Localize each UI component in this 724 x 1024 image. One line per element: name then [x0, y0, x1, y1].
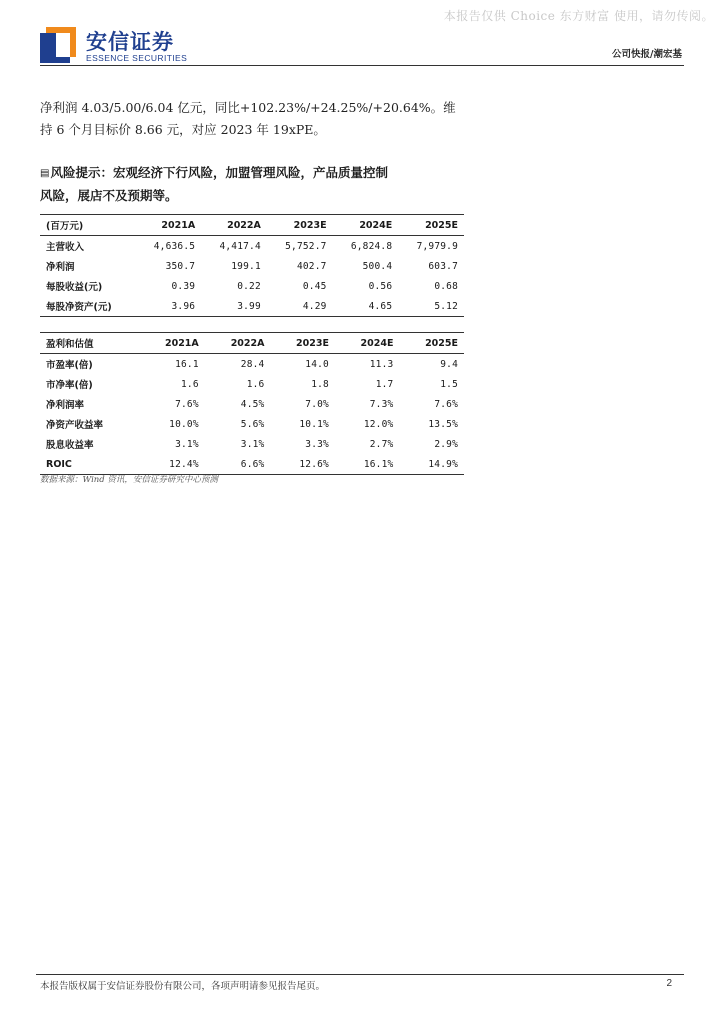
table-cell: 4,417.4 [219, 240, 261, 252]
table-cell: 6.6% [240, 458, 265, 470]
table-header-cell: 2025E [425, 337, 458, 349]
risk-line-text: 风险提示：宏观经济下行风险，加盟管理风险，产品质量控制 [50, 165, 388, 180]
table-row [40, 256, 464, 276]
table-cell: 5.12 [434, 300, 458, 312]
financial-summary-table [40, 214, 464, 317]
table-cell: 0.56 [368, 280, 393, 292]
row-label: 每股净资产(元) [46, 302, 112, 313]
table-cell: 4,636.5 [153, 240, 196, 252]
table-cell: 9.4 [440, 358, 458, 370]
table-cell: 14.0 [305, 358, 329, 370]
risk-line [40, 162, 480, 185]
footer-disclaimer: 本报告版权属于安信证券股份有限公司，各项声明请参见报告尾页。 [40, 981, 326, 992]
table-row [40, 394, 464, 414]
table-cell: 12.4% [169, 458, 199, 470]
table-cell: 402.7 [296, 260, 327, 272]
footer-divider [36, 974, 684, 975]
table-cell: 10.1% [299, 418, 329, 430]
table-cell: 7.6% [175, 398, 199, 410]
row-label: 净资产收益率 [46, 420, 104, 431]
table-row [40, 296, 464, 317]
document-icon: ▤ [40, 168, 50, 179]
row-label: 每股收益(元) [46, 282, 103, 293]
table-row [40, 354, 464, 375]
row-label: 净利润率 [46, 400, 85, 411]
table-cell: 2.9% [434, 438, 458, 450]
risk-warning [40, 162, 480, 207]
table-cell: 14.9% [428, 458, 458, 470]
table-cell: 4.29 [302, 300, 327, 312]
table-header-cell: 盈利和估值 [46, 339, 94, 350]
table-header-cell: 2025E [425, 219, 458, 231]
table-row [40, 276, 464, 296]
table-cell: 3.99 [237, 300, 261, 312]
table-row [40, 374, 464, 394]
table-cell: 10.0% [169, 418, 199, 430]
header-divider [40, 65, 684, 66]
table-cell: 16.1% [363, 458, 394, 470]
table-cell: 16.1 [175, 358, 199, 370]
table-cell: 6,824.8 [350, 240, 393, 252]
row-label: 主营收入 [46, 242, 85, 253]
table-header-cell: 2024E [359, 219, 393, 231]
table-cell: 3.1% [175, 438, 199, 450]
logo-chinese-name: 安信证券 [86, 30, 174, 54]
row-label: 市净率(倍) [46, 380, 93, 391]
risk-line: 风险，展店不及预期等。 [40, 188, 178, 203]
table-header-cell: 2022A [227, 219, 261, 231]
table-cell: 0.68 [434, 280, 458, 292]
table-header-cell: 2021A [161, 219, 196, 231]
table-cell: 1.8 [311, 378, 329, 390]
paragraph-line: 净利润 4.03/5.00/6.04 亿元，同比+102.23%/+24.25%/+20.64%。维 [40, 100, 456, 115]
table-header-cell: 2021A [164, 337, 199, 349]
table-header-cell: (百万元) [46, 221, 84, 232]
body-paragraph [40, 97, 470, 141]
table-row [40, 236, 464, 257]
table-cell: 199.1 [231, 260, 261, 272]
table-cell: 4.5% [240, 398, 265, 410]
table-header-cell: 2024E [360, 337, 394, 349]
table-cell: 4.65 [368, 300, 393, 312]
page-number: 2 [666, 978, 672, 989]
table-cell: 12.6% [299, 458, 329, 470]
table-cell: 11.3 [369, 358, 394, 370]
table-cell: 350.7 [165, 260, 196, 272]
table-cell: 3.3% [305, 438, 329, 450]
data-source-note: 数据来源：Wind 资讯，安信证券研究中心预测 [40, 475, 218, 485]
table-cell: 1.5 [440, 378, 458, 390]
table-cell: 1.6 [246, 378, 265, 390]
row-label: 净利润 [46, 262, 75, 273]
table-cell: 1.6 [181, 378, 199, 390]
table-cell: 7,979.9 [416, 240, 458, 252]
logo-english-name: ESSENCE SECURITIES [86, 53, 188, 63]
row-label: ROIC [46, 458, 72, 470]
table-cell: 7.0% [305, 398, 329, 410]
valuation-table [40, 332, 464, 475]
table-cell: 7.6% [434, 398, 458, 410]
table-header-cell: 2023E [293, 219, 327, 231]
row-label: 股息收益率 [46, 440, 94, 451]
essence-logo-icon [40, 27, 76, 63]
table-header-cell: 2022A [230, 337, 265, 349]
table-cell: 5.6% [240, 418, 265, 430]
table-cell: 0.45 [302, 280, 327, 292]
table-cell: 5,752.7 [285, 240, 327, 252]
table-cell: 603.7 [428, 260, 458, 272]
table-cell: 0.39 [171, 280, 196, 292]
table-header-row [40, 333, 464, 354]
table-cell: 7.3% [369, 398, 394, 410]
table-cell: 2.7% [369, 438, 394, 450]
company-logo [40, 26, 210, 66]
table-row [40, 434, 464, 454]
table-cell: 3.96 [171, 300, 196, 312]
table-cell: 500.4 [362, 260, 393, 272]
table-cell: 1.7 [375, 378, 394, 390]
table-row [40, 454, 464, 475]
table-cell: 0.22 [237, 280, 261, 292]
table-header-row [40, 215, 464, 236]
watermark-text: 本报告仅供 Choice 东方财富 使用，请勿传阅。 [443, 9, 714, 23]
table-row [40, 414, 464, 434]
row-label: 市盈率(倍) [46, 360, 93, 371]
table-cell: 28.4 [240, 358, 265, 370]
table-cell: 13.5% [428, 418, 458, 430]
paragraph-line: 持 6 个月目标价 8.66 元，对应 2023 年 19xPE。 [40, 122, 326, 137]
table-cell: 3.1% [240, 438, 265, 450]
report-type-label: 公司快报/潮宏基 [612, 49, 682, 60]
table-header-cell: 2023E [296, 337, 329, 349]
table-cell: 12.0% [363, 418, 394, 430]
